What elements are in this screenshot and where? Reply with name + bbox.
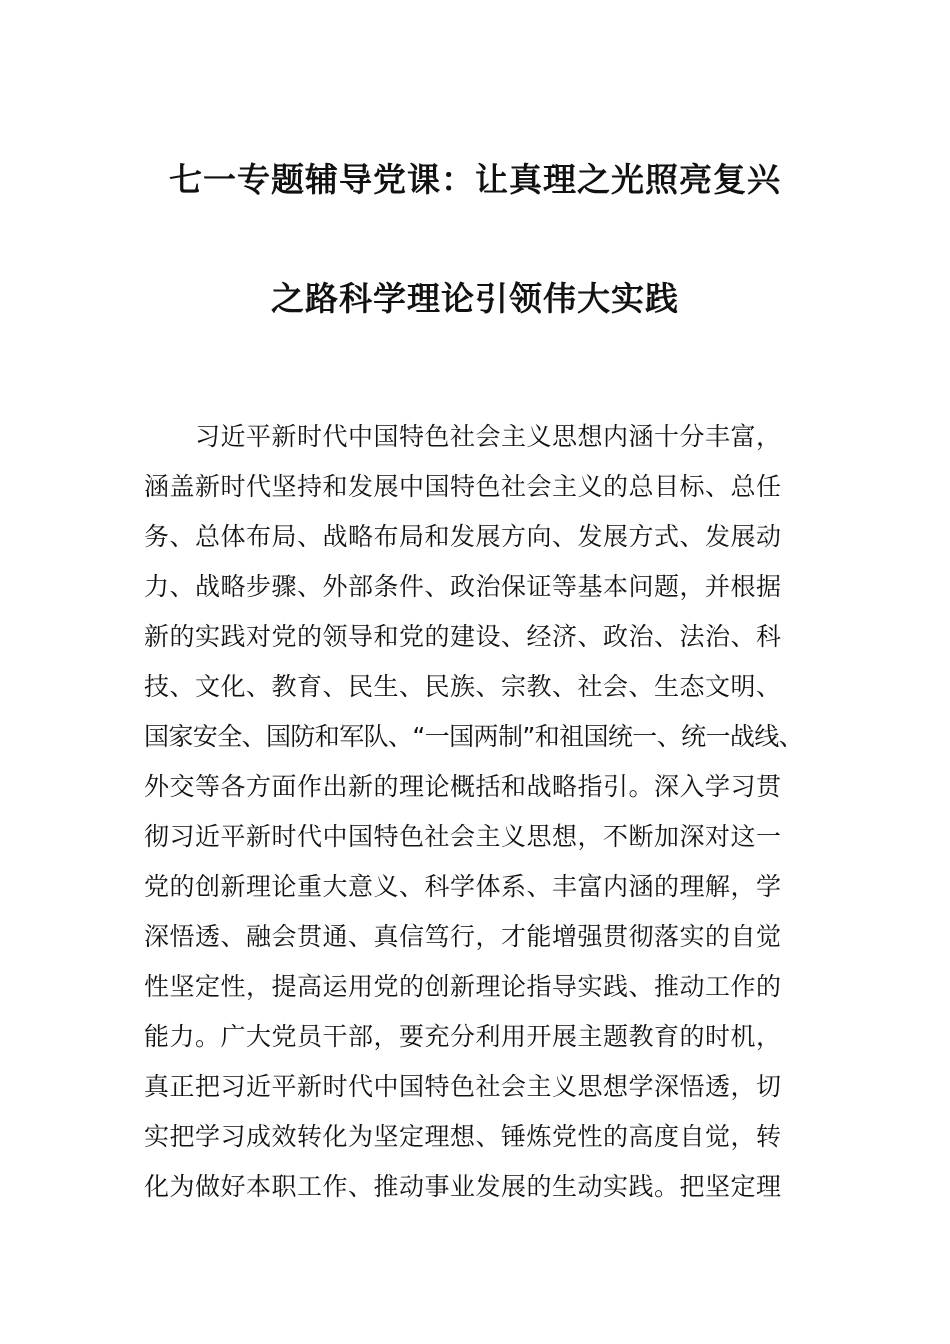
document-title-line-2: 之路科学理论引领伟大实践 (271, 279, 679, 318)
paragraph-line: 技、文化、教育、民生、民族、宗教、社会、生态文明、 (144, 672, 782, 701)
paragraph-line: 国家安全、国防和军队、“一国两制”和祖国统一、统一战线、 (144, 722, 804, 751)
paragraph-line: 实把学习成效转化为坚定理想、锤炼党性的高度自觉，转 (144, 1122, 782, 1151)
paragraph-line: 务、总体布局、战略布局和发展方向、发展方式、发展动 (144, 522, 782, 551)
paragraph-line: 化为做好本职工作、推动事业发展的生动实践。把坚定理 (144, 1172, 782, 1201)
paragraph-line: 力、战略步骤、外部条件、政治保证等基本问题，并根据 (144, 572, 782, 601)
paragraph-line: 真正把习近平新时代中国特色社会主义思想学深悟透，切 (144, 1072, 782, 1101)
paragraph-line: 性坚定性，提高运用党的创新理论指导实践、推动工作的 (144, 972, 782, 1001)
paragraph-line: 外交等各方面作出新的理论概括和战略指引。深入学习贯 (144, 772, 782, 801)
paragraph-line: 涵盖新时代坚持和发展中国特色社会主义的总目标、总任 (144, 472, 782, 501)
paragraph-line: 习近平新时代中国特色社会主义思想内涵十分丰富， (195, 422, 782, 451)
document-title-line-1: 七一专题辅导党课：让真理之光照亮复兴 (169, 160, 781, 199)
paragraph-line: 能力。广大党员干部，要充分利用开展主题教育的时机， (144, 1022, 782, 1051)
paragraph-line: 深悟透、融会贯通、真信笃行，才能增强贯彻落实的自觉 (144, 922, 782, 951)
paragraph-line: 彻习近平新时代中国特色社会主义思想，不断加深对这一 (144, 822, 782, 851)
paragraph-line: 党的创新理论重大意义、科学体系、丰富内涵的理解，学 (144, 872, 782, 901)
paragraph-line: 新的实践对党的领导和党的建设、经济、政治、法治、科 (144, 622, 782, 651)
